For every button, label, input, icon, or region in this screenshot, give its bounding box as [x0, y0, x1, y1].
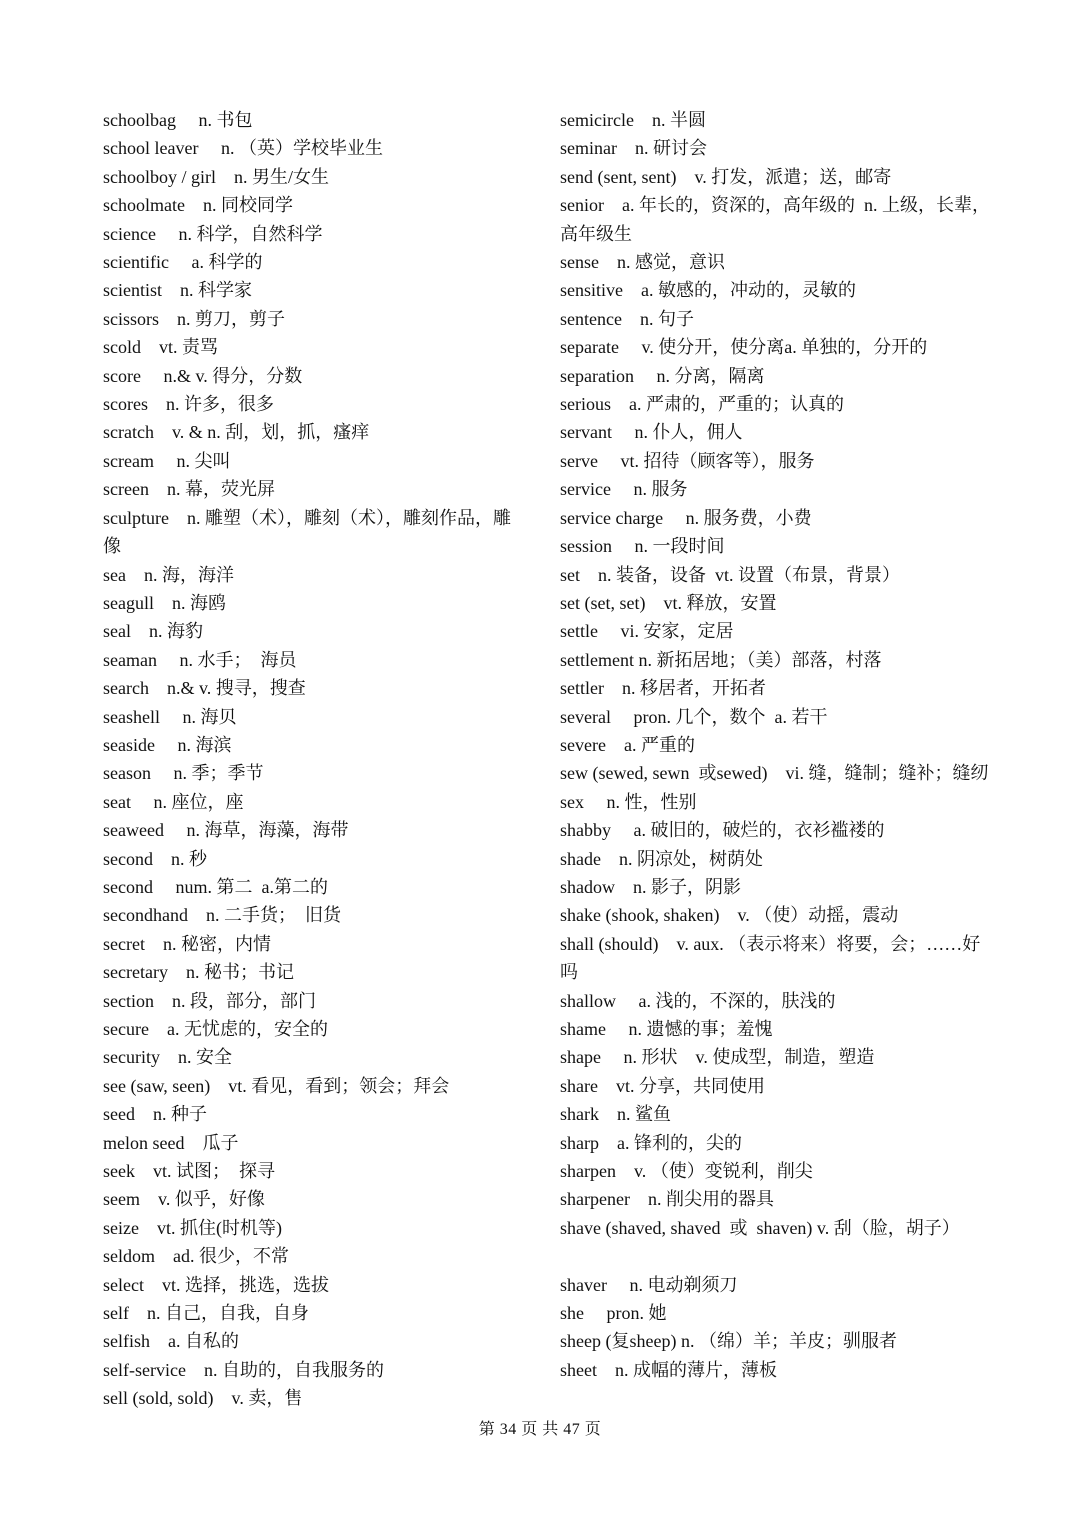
- vocab-entry: schoolmate n. 同校同学: [103, 195, 293, 216]
- right-column: [560, 106, 990, 1384]
- vocab-entry: sheet n. 成幅的薄片，薄板: [560, 1359, 777, 1380]
- vocab-entry: sensitive a. 敏感的，冲动的，灵敏的: [560, 280, 856, 301]
- vocab-entry: servant n. 仆人，佣人: [560, 422, 743, 443]
- left-column: [103, 106, 528, 1413]
- vocab-entry: seize vt. 抓住(时机等): [103, 1217, 282, 1238]
- vocab-entry: second n. 秒: [103, 848, 207, 869]
- vocab-entry: melon seed 瓜子: [103, 1132, 239, 1153]
- vocab-entry: seal n. 海豹: [103, 621, 203, 642]
- vocab-entry: seed n. 种子: [103, 1104, 207, 1125]
- vocab-entry: several pron. 几个，数个 a. 若干: [560, 706, 828, 727]
- vocab-entry: set (set, set) vt. 释放，安置: [560, 592, 777, 613]
- vocab-entry: settler n. 移居者，开拓者: [560, 678, 766, 699]
- vocab-entry: serious a. 严肃的，严重的；认真的: [560, 394, 844, 415]
- vocab-entry: session n. 一段时间: [560, 536, 725, 557]
- vocab-entry: separate v. 使分开，使分离a. 单独的，分开的: [560, 337, 928, 358]
- vocab-entry: shark n. 鲨鱼: [560, 1104, 671, 1125]
- vocab-entry: schoolbag n. 书包: [103, 110, 253, 130]
- vocab-entry: seldom ad. 很少，不常: [103, 1246, 289, 1267]
- vocab-entry: seat n. 座位，座: [103, 791, 244, 812]
- vocab-entry: selfish a. 自私的: [103, 1331, 239, 1352]
- vocab-entry: sex n. 性，性别: [560, 791, 697, 812]
- vocab-entry: select vt. 选择，挑选，选拔: [103, 1274, 329, 1295]
- vocab-entry: sheep (复sheep) n. （绵）羊；羊皮；驯服者: [560, 1331, 897, 1352]
- vocab-entry: seminar n. 研讨会: [560, 138, 707, 159]
- page-footer: 第 34 页 共 47 页: [478, 1421, 602, 1438]
- blank-line: [560, 1242, 990, 1270]
- vocab-entry: shaver n. 电动剃须刀: [560, 1274, 738, 1295]
- vocab-entry: senior a. 年长的，资深的，高年级的 n. 上级，长辈，高年级生: [560, 195, 990, 244]
- vocab-entry: screen n. 幕，荧光屏: [103, 479, 275, 500]
- vocab-entry: section n. 段，部分，部门: [103, 990, 316, 1011]
- vocab-entry: shadow n. 影子，阴影: [560, 876, 741, 897]
- vocab-entry: season n. 季；季节: [103, 763, 264, 784]
- vocab-entry: set n. 装备，设备 vt. 设置（布景，背景）: [560, 564, 900, 585]
- vocab-entry: sentence n. 句子: [560, 308, 694, 329]
- vocab-entry: seek vt. 试图； 探寻: [103, 1161, 275, 1182]
- vocab-entry: shade n. 阴凉处，树荫处: [560, 848, 763, 869]
- vocab-entry: send (sent, sent) v. 打发，派遣；送，邮寄: [560, 166, 892, 187]
- vocab-entry: schoolboy / girl n. 男生/女生: [103, 166, 329, 187]
- vocab-entry: shall (should) v. aux. （表示将来）将要，会；……好吗: [560, 933, 981, 983]
- vocab-entry: sharp a. 锋利的，尖的: [560, 1132, 742, 1153]
- vocab-entry: secretary n. 秘书；书记: [103, 962, 294, 983]
- vocab-entry: sharpen v. （使）变锐利，削尖: [560, 1161, 813, 1182]
- vocab-entry: shallow a. 浅的，不深的，肤浅的: [560, 990, 836, 1011]
- vocab-entry: scratch v. & n. 刮，划，抓，瘙痒: [103, 422, 370, 443]
- vocab-entry: scissors n. 剪刀，剪子: [103, 308, 286, 329]
- vocab-entry: shabby a. 破旧的，破烂的，衣衫褴褛的: [560, 820, 885, 841]
- vocab-entry: seashell n. 海贝: [103, 706, 237, 727]
- vocab-entry: self-service n. 自助的，自我服务的: [103, 1359, 384, 1380]
- vocab-entry: sculpture n. 雕塑（术），雕刻（术），雕刻作品，雕像: [103, 507, 511, 557]
- vocab-entry: seagull n. 海鸥: [103, 592, 226, 613]
- vocab-entry: sharpener n. 削尖用的器具: [560, 1189, 774, 1210]
- vocab-entry: scores n. 许多，很多: [103, 394, 274, 415]
- vocab-entry: science n. 科学，自然科学: [103, 223, 323, 244]
- vocab-entry: secondhand n. 二手货； 旧货: [103, 905, 341, 926]
- vocab-entry: sell (sold, sold) v. 卖，售: [103, 1388, 303, 1409]
- vocab-entry: scientist n. 科学家: [103, 280, 252, 301]
- vocab-entry: security n. 安全: [103, 1047, 232, 1068]
- vocab-entry: serve vt. 招待（顾客等），服务: [560, 450, 815, 471]
- vocab-entry: severe a. 严重的: [560, 734, 695, 755]
- vocab-entry: service n. 服务: [560, 479, 688, 500]
- vocab-entry: service charge n. 服务费，小费: [560, 507, 812, 528]
- vocab-entry: she pron. 她: [560, 1303, 667, 1324]
- vocab-entry: share vt. 分享，共同使用: [560, 1075, 765, 1096]
- vocab-entry: settle vi. 安家，定居: [560, 621, 734, 642]
- vocab-entry: shape n. 形状 v. 使成型，制造，塑造: [560, 1047, 875, 1068]
- vocab-entry: see (saw, seen) vt. 看见，看到；领会；拜会: [103, 1075, 450, 1096]
- vocab-entry: seaman n. 水手； 海员: [103, 649, 297, 670]
- vocab-entry: scream n. 尖叫: [103, 450, 231, 471]
- vocab-entry: separation n. 分离，隔离: [560, 365, 765, 386]
- vocab-entry: search n.& v. 搜寻，搜查: [103, 678, 306, 699]
- vocab-entry: secure a. 无忧虑的，安全的: [103, 1019, 328, 1039]
- vocab-entry: scientific a. 科学的: [103, 252, 263, 273]
- vocab-entry: shake (shook, shaken) v. （使）动摇，震动: [560, 905, 899, 926]
- vocab-entry: sea n. 海，海洋: [103, 564, 234, 585]
- vocab-entry: score n.& v. 得分，分数: [103, 365, 303, 386]
- vocab-entry: settlement n. 新拓居地；（美）部落，村落: [560, 649, 882, 670]
- vocab-entry: seaside n. 海滨: [103, 734, 232, 755]
- vocab-entry: shame n. 遗憾的事；羞愧: [560, 1019, 773, 1039]
- vocab-entry: seem v. 似乎，好像: [103, 1189, 265, 1210]
- vocab-entry: secret n. 秘密，内情: [103, 933, 271, 954]
- vocab-entry: second num. 第二 a.第二的: [103, 876, 328, 897]
- vocab-entry: sense n. 感觉，意识: [560, 252, 725, 273]
- vocab-entry: self n. 自己，自我，自身: [103, 1303, 309, 1324]
- vocab-entry: semicircle n. 半圆: [560, 110, 706, 130]
- vocab-entry: shave (shaved, shaved 或 shaven) v. 刮（脸，胡子）: [560, 1217, 960, 1238]
- vocab-entry: school leaver n. （英）学校毕业生: [103, 138, 383, 159]
- vocab-entry: seaweed n. 海草，海藻，海带: [103, 820, 349, 841]
- vocab-entry: sew (sewed, sewn 或sewed) vi. 缝，缝制；缝补；缝纫: [560, 763, 989, 784]
- vocab-entry: scold vt. 责骂: [103, 337, 218, 358]
